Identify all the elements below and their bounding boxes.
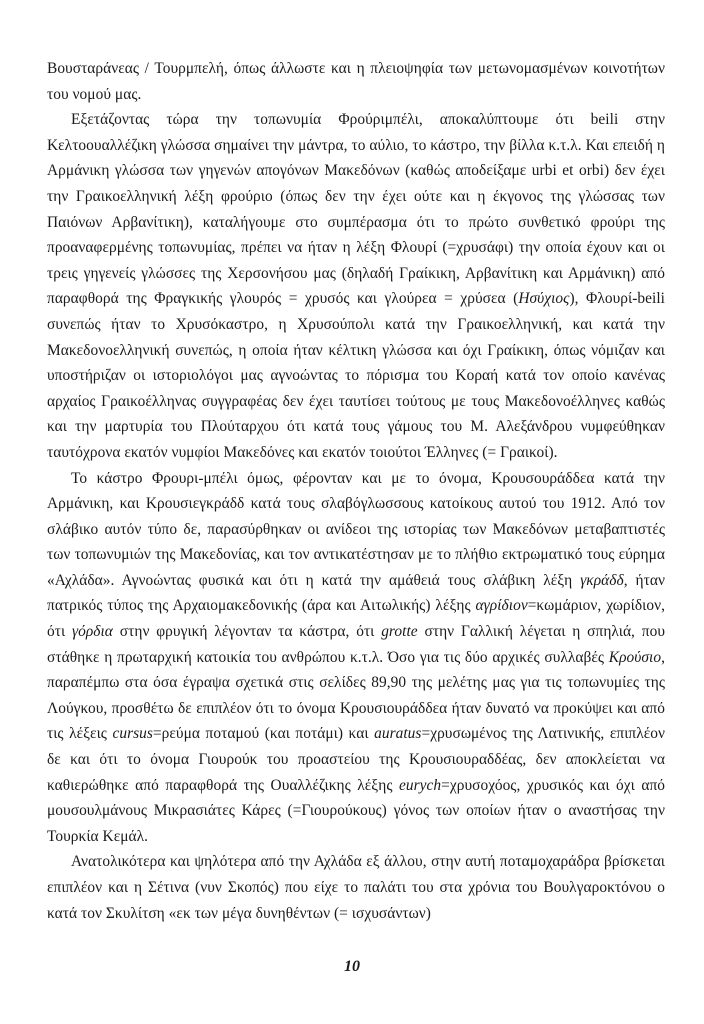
paragraph-text: =ρεύμα ποταμού (και ποτάμι) και [152, 725, 375, 743]
paragraph-text: =χρυσωμένος της Λατινικής, επιπλέον δε και ότι το όνομα Γιουρούκ του προαστείου της Κρουσιουραδδέας, δεν αποκλείεται να καθιερώθηκε από παραφθορά της Ουαλλέζικης λέξης [47, 725, 665, 794]
paragraph-text: Το κάστρο Φρουρι-μπέλι όμως, φέρονταν και με το όνομα, Κρουσουράδδεα κατά την Αρμάνικη, και Κρουσιεγκράδδ κατά τους σλαβόγλωσσους κατοίκους αυτού του 1912. Από τον σλάβικο αυτόν τύπο δε, παρασύρθηκαν οι ανίδεοι της ιστορίας των Μακεδόνων μεταβαπτιστές των τοπωνυμιών της Μακεδονίας, και τον αντικατέστησαν με το πλήθιο εκτρωματικό τους εύρημα «Αχλάδα». Αγνοώντας φυσικά και ότι η κατά την αμάθειά τους σλάβικη λέξη [47, 469, 665, 589]
body-text [47, 56, 665, 926]
italic-text: grotte [381, 623, 418, 641]
paragraph-text: , ήταν πατρικός τύπος της Αρχαιομακεδονικής (άρα και Αιτωλικής) λέξης [47, 571, 665, 615]
italic-text: auratus [374, 725, 422, 743]
paragraph-text: Βουσταράνεας / Τουρμπελή, όπως άλλωστε και η πλειοψηφία των μετωνομασμένων κοινοτήτων του νομού μας. [47, 60, 665, 103]
paragraph [47, 107, 665, 465]
paragraph-text: Ανατολικότερα και ψηλότερα από την Αχλάδα εξ άλλου, στην αυτή ποταμοχαράδρα βρίσκεται επιπλέον και η Σέτινα (νυν Σκοπός) που είχε το παλάτι του στα χρόνια του Βουλγαροκτόνου ο κατά τον Σκυλίτση «εκ των μέγα δυνηθέντων (= ισχυσάντων) [47, 853, 665, 922]
paragraph [47, 56, 665, 107]
paragraph [47, 466, 665, 850]
italic-text: Κρούσιο [608, 648, 662, 666]
italic-text: γκράδδ [580, 571, 624, 589]
paragraph-text: =κωμάριον, χωρίδιον, ότι [47, 597, 665, 641]
paragraph-text: ), Φλουρί-beili συνεπώς ήταν το Χρυσόκαστρο, η Χρυσούπολι κατά την Γραικοελληνική, και κατά την Μακεδονοελληνική συνεπώς, η οποία ήταν κέλτικη γλώσσα και όχι Γραίκικη, όπως νόμιζαν και υποστήριζαν οι ιστοριολόγοι μας αγνοώντας το πόρισμα του Κοραή κατά τον οποίο κανένας αρχαίος Γραικοέλληνας συγγραφέας δεν έχει ταυτίσει τούτους με τους Μακεδονοέλληνες καθώς και την μαρτυρία του Πλούταρχου ότι κατά τους γάμους του Μ. Αλεξάνδρου νυμφεύθηκαν ταυτόχρονα εκατόν νυμφίοι Μακεδόνες και εκατόν τοιούτοι Έλληνες (= Γραικοί). [47, 290, 665, 461]
paragraph-text: =χρυσοχόος, χρυσικός και όχι από μουσουλμάνους Μικρασιάτες Κάρες (=Γιουρούκους) γόνος των οποίων ήταν ο αναστήσας την Τουρκία Κεμάλ. [47, 776, 666, 845]
italic-text: cursus [112, 725, 153, 743]
paragraph-text: στην Γαλλική λέγεται η σπηλιά, που στάθηκε η πρωταρχική κατοικία του ανθρώπου κ.τ.λ. Όσο για τις δύο αρχικές συλλαβές [47, 623, 665, 666]
page-number: 10 [344, 958, 360, 975]
italic-text: αγρίδιον [475, 597, 528, 615]
italic-text: Ησύχιος [518, 290, 570, 308]
italic-text: γόρδια [71, 623, 113, 641]
paragraph-text: στην φρυγική λέγονταν τα κάστρα, ότι [112, 623, 382, 641]
paragraph-text: , παραπέμπω στα όσα έγραψα σχετικά στις σελίδες 89,90 της μελέτης μας για τις τοπωνυμίες της Λούγκου, προσθέτω δε επιπλέον ότι το όνομα Κρουσιουράδδεα ήταν δυνατό να προκύψει και από τις λέξεις [47, 648, 665, 743]
italic-text: eurych [398, 776, 442, 794]
paragraph [47, 849, 665, 926]
paragraph-text: Εξετάζοντας τώρα την τοπωνυμία Φρούριμπέλι, αποκαλύπτουμε ότι beili στην Κελτοουαλλέζικη γλώσσα σημαίνει την μάντρα, το αύλιο, το κάστρο, την βίλλα κ.τ.λ. Και επειδή η Αρμάνικη γλώσσα των γηγενών απογόνων Μακεδόνων (καθώς αποδείξαμε urbi et orbi) δεν έχει την Γραικοελληνική λέξη φρούριο (όπως δεν την έχει ούτε και η έκγονος της γλώσσας των Παιόνων Αρβανίτικη), καταλήγουμε στο συμπέρασμα ότι το πρώτο συνθετικό φρούρι της προαναφερμένης τοπωνυμίας, πρέπει να ήταν η λέξη Φλουρί (=χρυσάφι) την οποία έχουν και οι τρεις γηγενείς γλώσσες της Χερσονήσου μας (δηλαδή Γραίκικη, Αρβανίτικη και Αρμάνικη) από παραφθορά της Φραγκικής γλουρός = χρυσός και γλούρεα = χρύσεα ( [47, 111, 665, 308]
